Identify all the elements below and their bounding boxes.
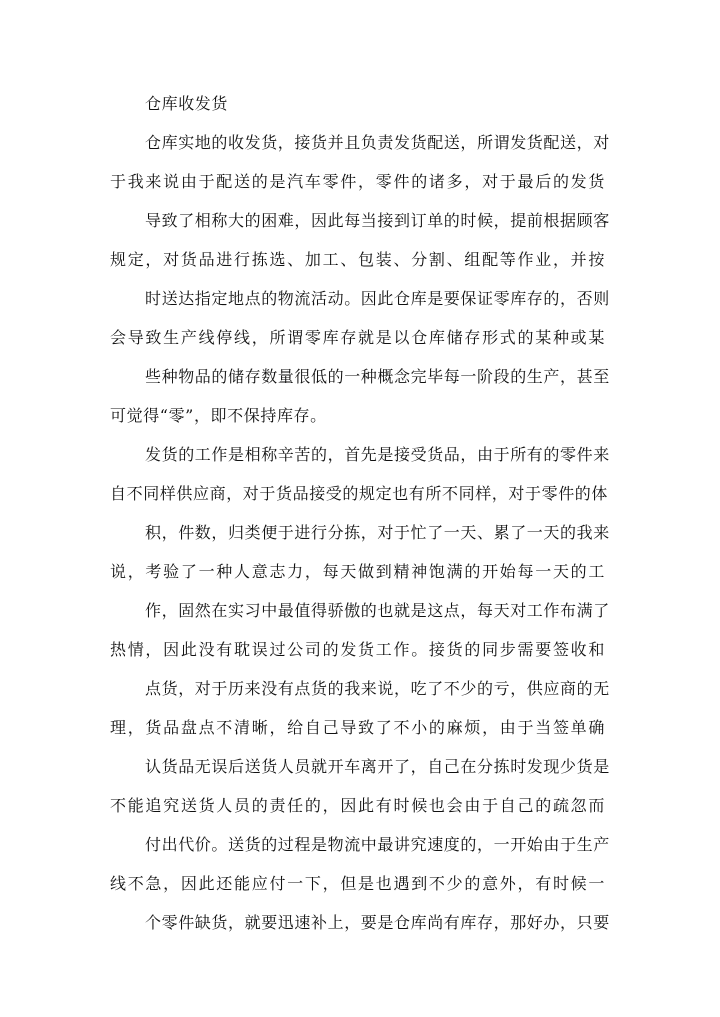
text-line: 导致了相称大的困难，因此每当接到订单的时候，提前根据顾客 — [145, 211, 610, 230]
text-line: 仓库实地的收发货，接货并且负责发货配送，所谓发货配送，对 — [145, 133, 610, 152]
text-line: 作，固然在实习中最值得骄傲的也就是这点，每天对工作布满了 — [145, 601, 610, 620]
document-title: 仓库收发货 — [145, 94, 229, 113]
text-line: 付出代价。送货的过程是物流中最讲究速度的，一开始由于生产 — [145, 835, 610, 854]
text-line: 自不同样供应商，对于货品接受的规定也有所不同样，对于零件的体 — [110, 484, 609, 503]
text-line: 些种物品的储存数量很低的一种概念完毕每一阶段的生产，甚至 — [145, 367, 610, 386]
text-line: 个零件缺货，就要迅速补上，要是仓库尚有库存，那好办，只要 — [145, 913, 610, 932]
text-line: 时送达指定地点的物流活动。因此仓库是要保证零库存的，否则 — [145, 289, 610, 308]
text-line: 点货，对于历来没有点货的我来说，吃了不少的亏，供应商的无 — [145, 679, 610, 698]
text-line: 规定，对货品进行拣选、加工、包装、分割、组配等作业，并按 — [110, 250, 605, 269]
text-line: 不能追究送货人员的责任的，因此有时候也会由于自己的疏忽而 — [110, 796, 605, 815]
text-line: 积，件数，归类便于进行分拣，对于忙了一天、累了一天的我来 — [145, 523, 610, 542]
text-line: 理，货品盘点不清晰，给自己导致了不小的麻烦，由于当签单确 — [110, 718, 605, 737]
text-line: 热情，因此没有耽误过公司的发货工作。接货的同步需要签收和 — [110, 640, 605, 659]
text-line: 线不急，因此还能应付一下，但是也遇到不少的意外，有时候一 — [110, 874, 605, 893]
text-line: 认货品无误后送货人员就开车离开了，自己在分拣时发现少货是 — [145, 757, 610, 776]
text-line: 于我来说由于配送的是汽车零件，零件的诸多，对于最后的发货 — [110, 172, 605, 191]
text-line: 会导致生产线停线，所谓零库存就是以仓库储存形式的某种或某 — [110, 328, 605, 347]
text-line: 说，考验了一种人意志力，每天做到精神饱满的开始每一天的工 — [110, 562, 605, 581]
text-line: 可觉得“零”，即不保持库存。 — [110, 406, 327, 425]
text-line: 发货的工作是相称辛苦的，首先是接受货品，由于所有的零件来 — [145, 445, 610, 464]
